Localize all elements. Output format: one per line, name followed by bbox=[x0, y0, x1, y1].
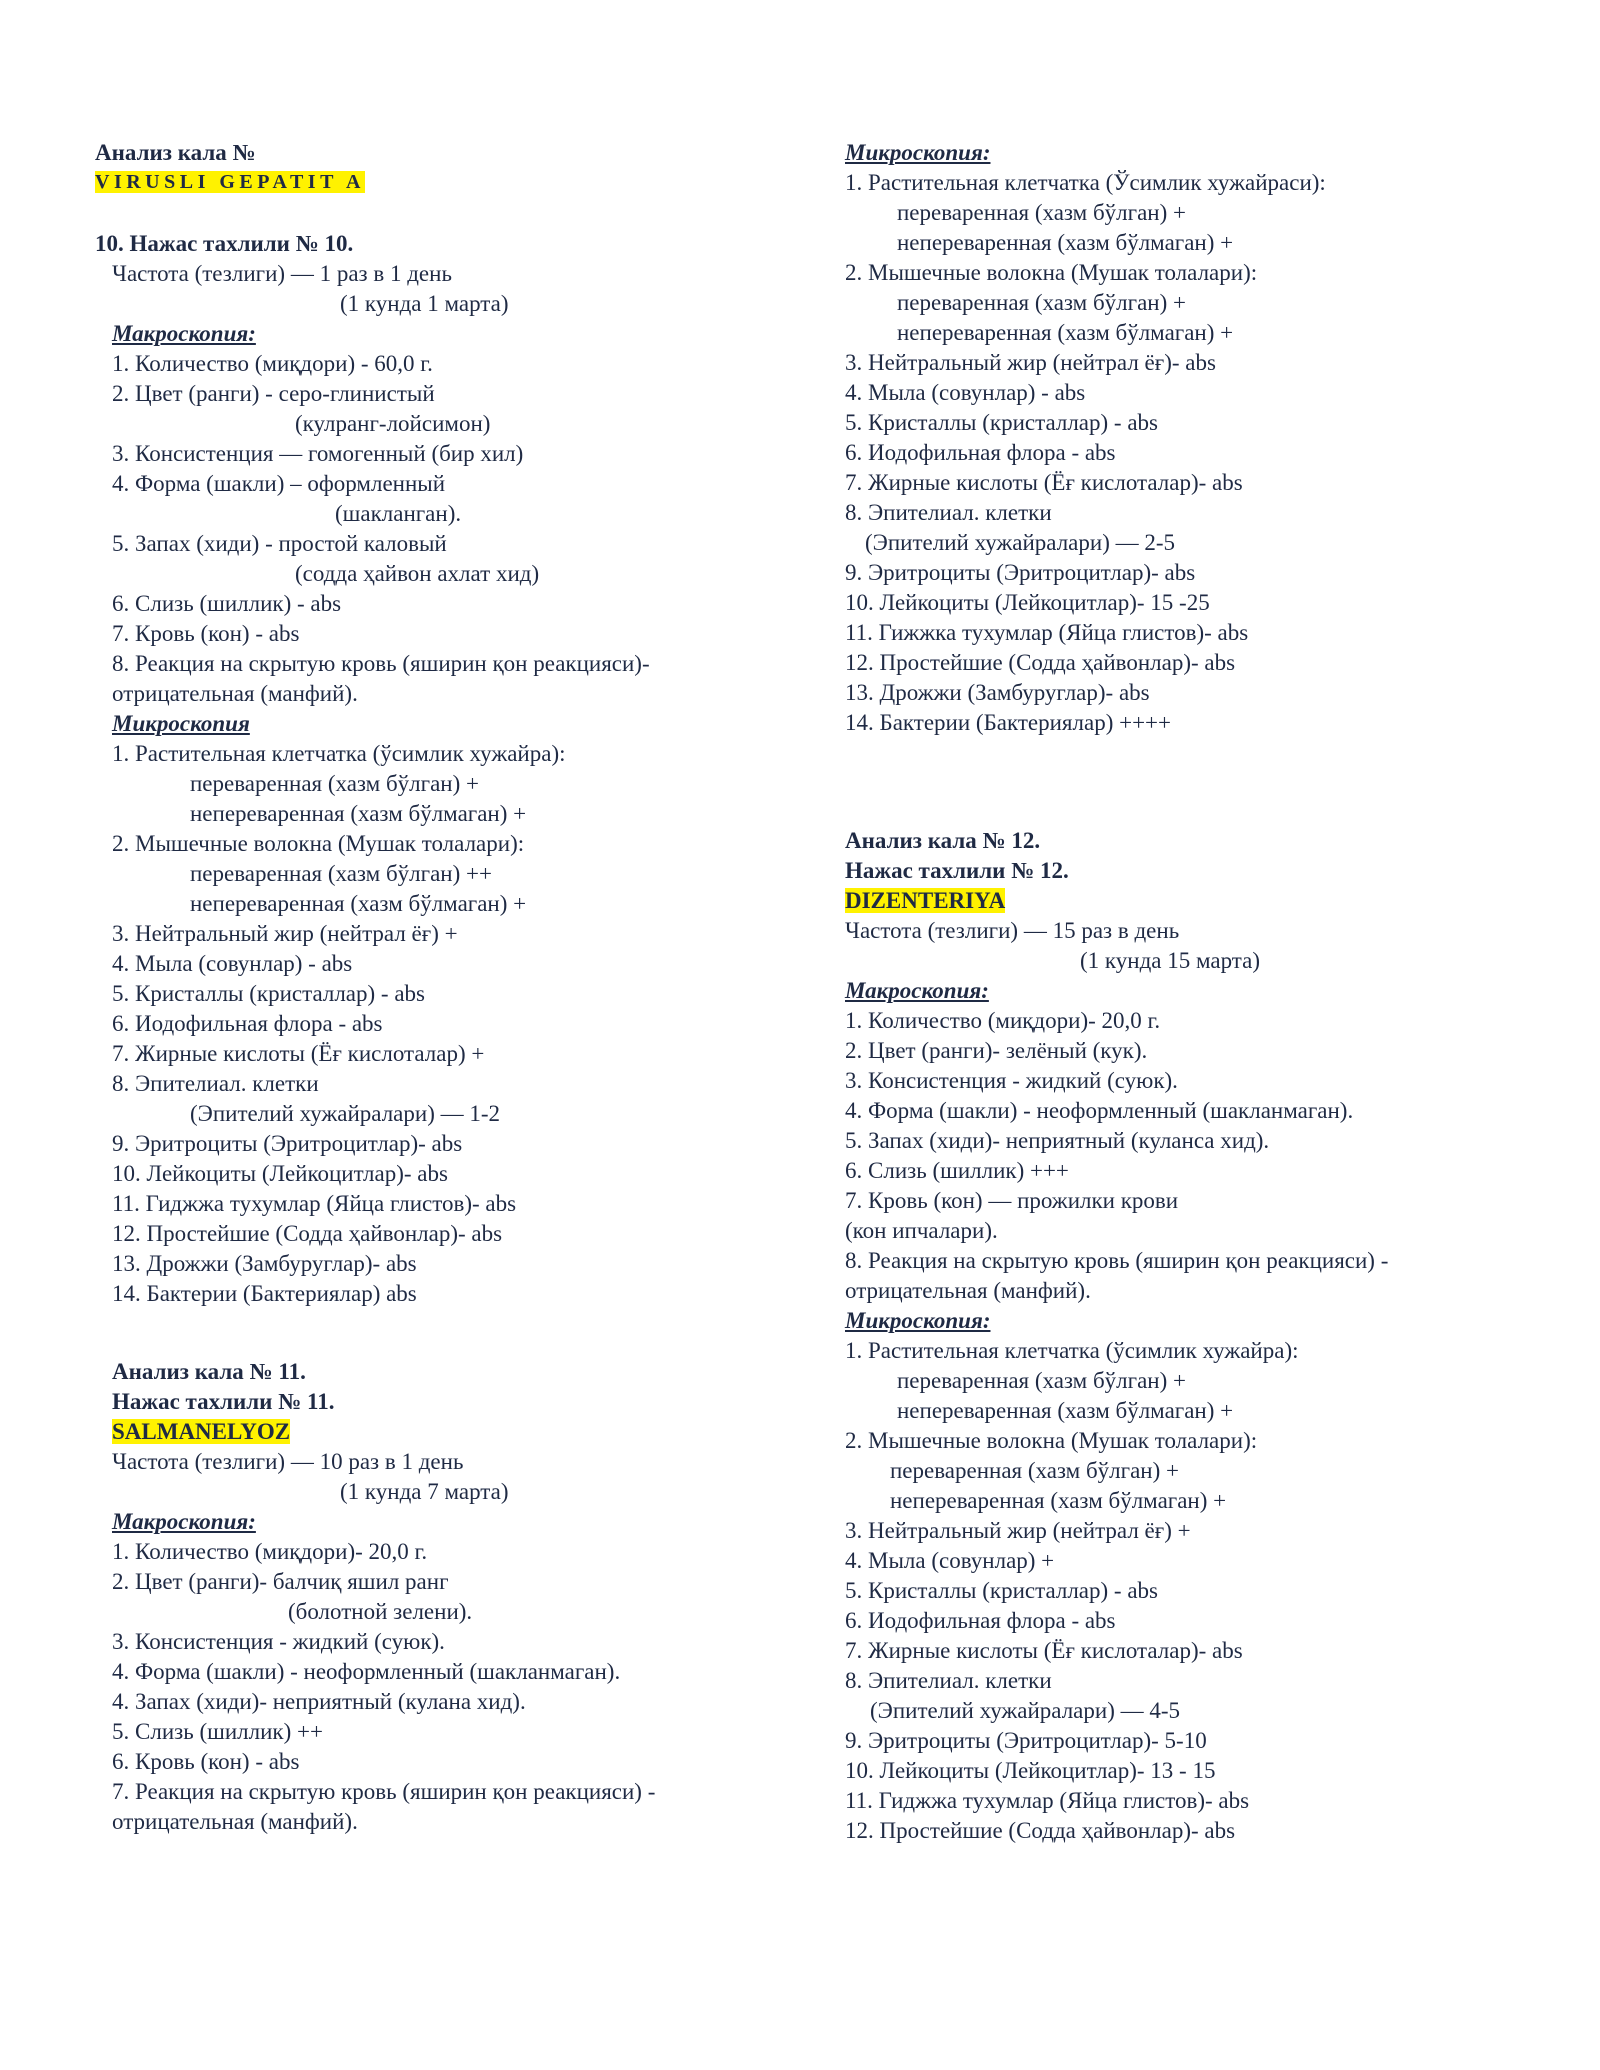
list-item: (шакланган). bbox=[335, 501, 462, 526]
list-item: 13. Дрожжи (Замбуруглар)- abs bbox=[845, 680, 1150, 705]
analysis-12-frequency-uz: (1 кунда 15 марта) bbox=[1080, 948, 1260, 973]
diagnosis-badge bbox=[112, 1417, 290, 1447]
analysis-11-micro-title: Микроскопия: bbox=[845, 140, 991, 165]
list-item: 1. Растительная клетчатка (Ўсимлик хужайраси): bbox=[845, 170, 1326, 195]
list-item: 11. Гиджжа тухумлар (Яйца глистов)- abs bbox=[112, 1191, 517, 1216]
analysis-11-frequency-uz: (1 кунда 7 марта) bbox=[340, 1479, 509, 1504]
list-item: непереваренная (хазм бўлмаган) + bbox=[190, 801, 527, 826]
list-item: 5. Кристаллы (кристаллар) - abs bbox=[845, 410, 1158, 435]
list-item: 6. Кровь (кон) - abs bbox=[112, 1749, 300, 1774]
list-item: 5. Запах (хиди)- неприятный (куланса хид). bbox=[845, 1128, 1270, 1153]
list-item: 1. Количество (миқдори)- 20,0 г. bbox=[112, 1539, 428, 1564]
list-item: 2. Цвет (ранги)- зелёный (кук). bbox=[845, 1038, 1148, 1063]
analysis-12-heading: Нажас тахлили № 12. bbox=[845, 858, 1069, 883]
list-item: 4. Мыла (совунлар) + bbox=[845, 1548, 1055, 1573]
list-item: (содда ҳайвон ахлат хид) bbox=[295, 561, 540, 586]
list-item: 4. Мыла (совунлар) - abs bbox=[845, 380, 1086, 405]
list-item: 3. Нейтральный жир (нейтрал ёғ) + bbox=[845, 1518, 1191, 1543]
list-item: 5. Кристаллы (кристаллар) - abs bbox=[112, 981, 425, 1006]
list-item: 10. Лейкоциты (Лейкоцитлар)- 13 - 15 bbox=[845, 1758, 1216, 1783]
list-item: (Эпителий хужайралари) — 4-5 bbox=[870, 1698, 1181, 1723]
analysis-12-macro-title: Макроскопия: bbox=[845, 978, 989, 1003]
list-item: непереваренная (хазм бўлмаган) + bbox=[190, 891, 527, 916]
list-item: 13. Дрожжи (Замбуруглар)- abs bbox=[112, 1251, 417, 1276]
list-item: 1. Количество (миқдори)- 20,0 г. bbox=[845, 1008, 1161, 1033]
list-item: 6. Иодофильная флора - abs bbox=[112, 1011, 383, 1036]
list-item: 2. Цвет (ранги) - серо-глинистый bbox=[112, 381, 435, 406]
list-item: переваренная (хазм бўлган) + bbox=[890, 1458, 1179, 1483]
list-item: непереваренная (хазм бўлмаган) + bbox=[897, 1398, 1234, 1423]
diagnosis-salmanelyoz: SALMANELYOZ bbox=[112, 1419, 291, 1444]
list-item: 11. Гиджжа тухумлар (Яйца глистов)- abs bbox=[845, 1788, 1250, 1813]
list-item: 7. Реакция на скрытую кровь (яширин қон реакцияси) - bbox=[112, 1779, 656, 1804]
analysis-10-heading: 10. Нажас тахлили № 10. bbox=[95, 231, 354, 256]
list-item: 12. Простейшие (Содда ҳайвонлар)- abs bbox=[112, 1221, 503, 1246]
list-item: 14. Бактерии (Бактериялар) ++++ bbox=[845, 710, 1171, 735]
list-item: непереваренная (хазм бўлмаган) + bbox=[897, 230, 1234, 255]
analysis-11-title: Анализ кала № 11. bbox=[112, 1359, 306, 1384]
list-item: 12. Простейшие (Содда ҳайвонлар)- abs bbox=[845, 650, 1236, 675]
diagnosis-badge bbox=[95, 167, 365, 197]
list-item: 5. Запах (хиди) - простой каловый bbox=[112, 531, 447, 556]
list-item: 8. Реакция на скрытую кровь (яширин қон реакцияси)- bbox=[112, 651, 650, 676]
list-item: непереваренная (хазм бўлмаган) + bbox=[897, 320, 1234, 345]
list-item: 11. Гижжка тухумлар (Яйца глистов)- abs bbox=[845, 620, 1249, 645]
list-item: 1. Растительная клетчатка (ўсимлик хужайра): bbox=[112, 741, 566, 766]
list-item: 5. Слизь (шиллик) ++ bbox=[112, 1719, 323, 1744]
list-item: отрицательная (манфий). bbox=[112, 1809, 358, 1834]
list-item: 2. Мышечные волокна (Мушак толалари): bbox=[845, 1428, 1258, 1453]
list-item: переваренная (хазм бўлган) + bbox=[897, 1368, 1186, 1393]
list-item: непереваренная (хазм бўлмаган) + bbox=[890, 1488, 1227, 1513]
list-item: 6. Иодофильная флора - abs bbox=[845, 1608, 1116, 1633]
list-item: 10. Лейкоциты (Лейкоцитлар)- abs bbox=[112, 1161, 448, 1186]
list-item: 3. Консистенция — гомогенный (бир хил) bbox=[112, 441, 524, 466]
list-item: 9. Эритроциты (Эритроцитлар)- abs bbox=[112, 1131, 463, 1156]
list-item: переваренная (хазм бўлган) + bbox=[897, 200, 1186, 225]
list-item: 4. Форма (шакли) – оформленный bbox=[112, 471, 446, 496]
diagnosis-badge bbox=[845, 886, 1005, 916]
list-item: 9. Эритроциты (Эритроцитлар)- abs bbox=[845, 560, 1196, 585]
page-title: Анализ кала № bbox=[95, 140, 256, 165]
analysis-12-micro-title: Микроскопия: bbox=[845, 1308, 991, 1333]
list-item: (Эпителий хужайралари) — 1-2 bbox=[190, 1101, 501, 1126]
analysis-11-frequency: Частота (тезлиги) — 10 раз в 1 день bbox=[112, 1449, 464, 1474]
analysis-10-frequency-uz: (1 кунда 1 марта) bbox=[340, 291, 509, 316]
list-item: (болотной зелени). bbox=[288, 1599, 473, 1624]
list-item: 6. Слизь (шиллик) - abs bbox=[112, 591, 342, 616]
list-item: 3. Нейтральный жир (нейтрал ёғ) + bbox=[112, 921, 458, 946]
list-item: 2. Цвет (ранги)- балчиқ яшил ранг bbox=[112, 1569, 449, 1594]
list-item: 12. Простейшие (Содда ҳайвонлар)- abs bbox=[845, 1818, 1236, 1843]
list-item: переваренная (хазм бўлган) + bbox=[897, 290, 1186, 315]
list-item: отрицательная (манфий). bbox=[845, 1278, 1091, 1303]
list-item: переваренная (хазм бўлган) + bbox=[190, 771, 479, 796]
list-item: 4. Запах (хиди)- неприятный (кулана хид). bbox=[112, 1689, 526, 1714]
list-item: 7. Жирные кислоты (Ёғ кислоталар) + bbox=[112, 1041, 485, 1066]
list-item: 8. Эпителиал. клетки bbox=[112, 1071, 319, 1096]
list-item: 3. Нейтральный жир (нейтрал ёғ)- abs bbox=[845, 350, 1216, 375]
list-item: 2. Мышечные волокна (Мушак толалари): bbox=[112, 831, 525, 856]
list-item: 1. Растительная клетчатка (ўсимлик хужайра): bbox=[845, 1338, 1299, 1363]
analysis-11-macro-title: Макроскопия: bbox=[112, 1509, 256, 1534]
list-item: 14. Бактерии (Бактериялар) abs bbox=[112, 1281, 417, 1306]
list-item: 3. Консистенция - жидкий (суюк). bbox=[845, 1068, 1178, 1093]
list-item: 7. Жирные кислоты (Ёғ кислоталар)- abs bbox=[845, 1638, 1243, 1663]
list-item: переваренная (хазм бўлган) ++ bbox=[190, 861, 492, 886]
list-item: 3. Консистенция - жидкий (суюк). bbox=[112, 1629, 445, 1654]
list-item: 10. Лейкоциты (Лейкоцитлар)- 15 -25 bbox=[845, 590, 1210, 615]
analysis-10-macro-title: Макроскопия: bbox=[112, 321, 256, 346]
analysis-12-title: Анализ кала № 12. bbox=[845, 828, 1041, 853]
list-item: 4. Мыла (совунлар) - abs bbox=[112, 951, 353, 976]
list-item: 1. Количество (миқдори) - 60,0 г. bbox=[112, 351, 433, 376]
diagnosis-dizenteriya: DIZENTERIYA bbox=[845, 888, 1006, 913]
list-item: (кон ипчалари). bbox=[845, 1218, 998, 1243]
analysis-10-micro-title: Микроскопия bbox=[112, 711, 250, 736]
list-item: 9. Эритроциты (Эритроцитлар)- 5-10 bbox=[845, 1728, 1207, 1753]
list-item: 4. Форма (шакли) - неоформленный (шакланмаган). bbox=[845, 1098, 1354, 1123]
list-item: 8. Реакция на скрытую кровь (яширин қон реакцияси) - bbox=[845, 1248, 1389, 1273]
list-item: 6. Иодофильная флора - abs bbox=[845, 440, 1116, 465]
list-item: 7. Кровь (кон) — прожилки крови bbox=[845, 1188, 1179, 1213]
list-item: 2. Мышечные волокна (Мушак толалари): bbox=[845, 260, 1258, 285]
diagnosis-virusli: VIRUSLI GEPATIT A bbox=[95, 171, 365, 193]
analysis-10-frequency: Частота (тезлиги) — 1 раз в 1 день bbox=[112, 261, 452, 286]
analysis-12-frequency: Частота (тезлиги) — 15 раз в день bbox=[845, 918, 1180, 943]
list-item: 7. Кровь (кон) - abs bbox=[112, 621, 300, 646]
analysis-11-heading: Нажас тахлили № 11. bbox=[112, 1389, 335, 1414]
list-item: 8. Эпителиал. клетки bbox=[845, 500, 1052, 525]
list-item: 5. Кристаллы (кристаллар) - abs bbox=[845, 1578, 1158, 1603]
list-item: 6. Слизь (шиллик) +++ bbox=[845, 1158, 1069, 1183]
list-item: 4. Форма (шакли) - неоформленный (шакланмаган). bbox=[112, 1659, 621, 1684]
list-item: 8. Эпителиал. клетки bbox=[845, 1668, 1052, 1693]
list-item: (Эпителий хужайралари) — 2-5 bbox=[865, 530, 1176, 555]
list-item: 7. Жирные кислоты (Ёғ кислоталар)- abs bbox=[845, 470, 1243, 495]
list-item: (кулранг-лойсимон) bbox=[295, 411, 491, 436]
list-item: отрицательная (манфий). bbox=[112, 681, 358, 706]
